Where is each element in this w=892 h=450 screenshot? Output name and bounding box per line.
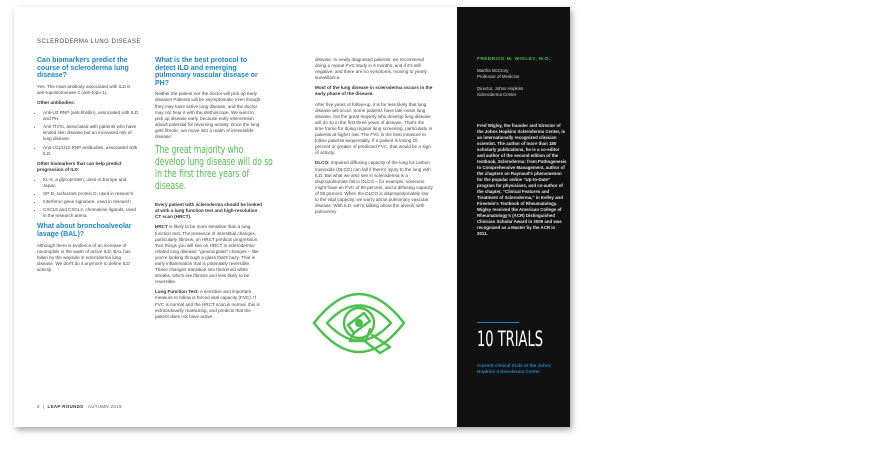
list-item: • Interferon gene signature, used in research (43, 199, 139, 205)
divider (477, 322, 519, 323)
list-item: • SP-D, surfactant protein D, used in research (43, 191, 139, 197)
question-heading: What is the best protocol to detect ILD and emerging pulmonary vascular disease or PH? (155, 57, 258, 87)
paragraph: disease. In newly diagnosed patients, we recommend doing a repeat FVC study in 6 months, and if it's still negative, and there are no symptoms, moving to yearly surveillance. (315, 57, 427, 81)
column-2 (155, 57, 273, 324)
publication-name: LEAP ROUNDS (47, 404, 84, 409)
bold-paragraph: Most of the lung disease in scleroderma occurs in the early phase of the disease. (315, 85, 433, 97)
question-heading: Can biomarkers predict the course of scleroderma lung disease? (37, 57, 129, 80)
author-name: FREDRICK M. WIGLEY, M.D. (477, 57, 551, 62)
run-in-label: HRCT (155, 224, 168, 230)
eye-lung-scan-icon (310, 279, 408, 367)
bold-lead: Every patient with scleroderma should be looked at with a lung function test and high-resolution CT scan (HRCT). (155, 202, 262, 220)
eye-lung-scan-illustration (310, 279, 408, 372)
paragraph: Yes. The main antibody associated with ILD is anti-topoisomerase-1 (anti-topo-1). (37, 83, 131, 95)
antibody-list (37, 110, 139, 157)
list-item: • Anti-Th/To, associated with patients who have limited skin disease but an increased risk of lung disease. (43, 124, 139, 142)
list-label: Other antibodies: (37, 99, 76, 105)
column-1 (37, 57, 139, 277)
paragraph (155, 289, 263, 319)
paragraph: After five years of follow-up, it is far less likely that lung disease will occur. Some patients have late-onset lung disease, but the great majority who develop lung disease will do so in the first three years of disease. That's the time frame for doing regular lung screening, particularly in patients at higher risk. The FVC is the best measure to follow patients sequentially. If a patient is losing 10 percent or greater of predicted FVC, that would be a sign of activity. (315, 101, 433, 156)
list-item: • Anti-U3 RNP (anti-fibrillin), associated with ILD and PH. (43, 110, 139, 122)
author-title: Martha McCrory (477, 68, 509, 73)
magazine-page (14, 7, 570, 427)
paragraph (315, 160, 433, 215)
list-item: • KL-6, a glycoprotein, used in Europe and Japan (43, 177, 139, 189)
author-bio (477, 123, 567, 237)
pull-quote: The great majority who develop lung disease will do so in the first three years of disease. (155, 144, 273, 193)
paragraph: Although there is evidence of an increase of neutrophils in the wash of active ILD, BAL has fallen by the wayside in scleroderma lung disease. We don't do it anymore to define ILD activity. (37, 242, 131, 273)
bio-text: Fred Wigley, the founder and Director of the Johns Hopkins Scleroderma Center, is an internationally recognized clinician scientist. The author of more than 180 scholarly publications, he is a co-editor and author of the second edition of the textbook, Scleroderma: from Pathogenesis to Comprehensive Management, author of the chapters on Raynaud's phenomenon for the popular online “Up-to-Date” program for physicians, and co-author of the chapter, “Clinical Features and Treatment of Scleroderma,” in Kelley and Firestein's Textbook of Rheumatology. Wigley received the American College of Rheumatology's (ACR) Distinguished Clinician Scholar Award in 2009 and was recognized as a Master by the ACR in 2011. (477, 123, 567, 236)
author-title: Director, Johns Hopkins (477, 86, 524, 91)
question-heading: What about bronchoalveolar lavage (BAL)? (37, 223, 132, 239)
paragraph-text: A sensitive and important measure to follow is forced vital capacity (FVC). If FVC is normal and the HRCT scan is normal, this is extraordinarily reassuring, and predicts that the patient does not have active (155, 289, 260, 319)
paragraph-text: is likely to be more sensitive than a lung function test. The presence of interstitial changes, particularly fibrosis, on HRCT predicts progression. Two things you will see on HRCT in scleroderma-related lung disease: “ground glass” changes – like you're looking through a glass that's hazy. That is early inflammation that is potentially reversible. These changes transition into thickened white streaks, which are fibrosis and less likely to be reversible. (155, 224, 259, 285)
list-label: Other biomarkers that can help predict progression of ILD: (37, 160, 122, 172)
paragraph (155, 224, 263, 285)
author-title: Scleroderma Center (477, 92, 517, 97)
trials-subtext: Current clinical trials at the Johns Hopkins Scleroderma Center (477, 363, 552, 374)
biomarker-list (37, 177, 139, 220)
issue-date: AUTUMN 2019 (87, 404, 122, 409)
author-sidebar (457, 7, 570, 427)
list-item: • CXCL8 and CXCL4, chemokine ligands, used in the research arena. (43, 207, 139, 219)
column-3 (315, 57, 433, 219)
paragraph-text: Impaired diffusing capacity of the lung for carbon monoxide (DLCO) can fall if there's injury to the lung with ILD. But what we also see in scleroderma is a disproportionate fall in DLCO – for example, someone might have an FVC of 90 percent, and a diffusing capacity of 50 percent. When the DLCO is disproportionately low to the vital capacity, we worry about pulmonary vascular disease. With ILD, we're talking about the alveoli; with pulmonary (315, 160, 433, 215)
section-label: SCLERODERMA LUNG DISEASE (37, 39, 142, 45)
list-item: • Anti-U11/U12 RNP antibodies, associated with ILD. (43, 145, 139, 157)
run-in-label: Lung Function Test: (155, 289, 199, 295)
trials-heading: 10 TRIALS (477, 327, 543, 351)
paragraph: Neither the patient nor the doctor will pick up early disease! Patients will be asymptomatic even though they may have active lung disease, and the doctor may not hear it with the stethoscope. We want to pick up disease early, because early intervention allows potential for reversing activity. Once the lung gets fibrotic, we move into a realm of irreversible disease. (155, 91, 261, 140)
page-footer: 2 | LEAP ROUNDS AUTUMN 2019 (37, 404, 122, 409)
author-title: Professor of Medicine (477, 74, 520, 79)
run-in-label: DLCO: (315, 160, 330, 166)
page-number: 2 (37, 404, 40, 409)
